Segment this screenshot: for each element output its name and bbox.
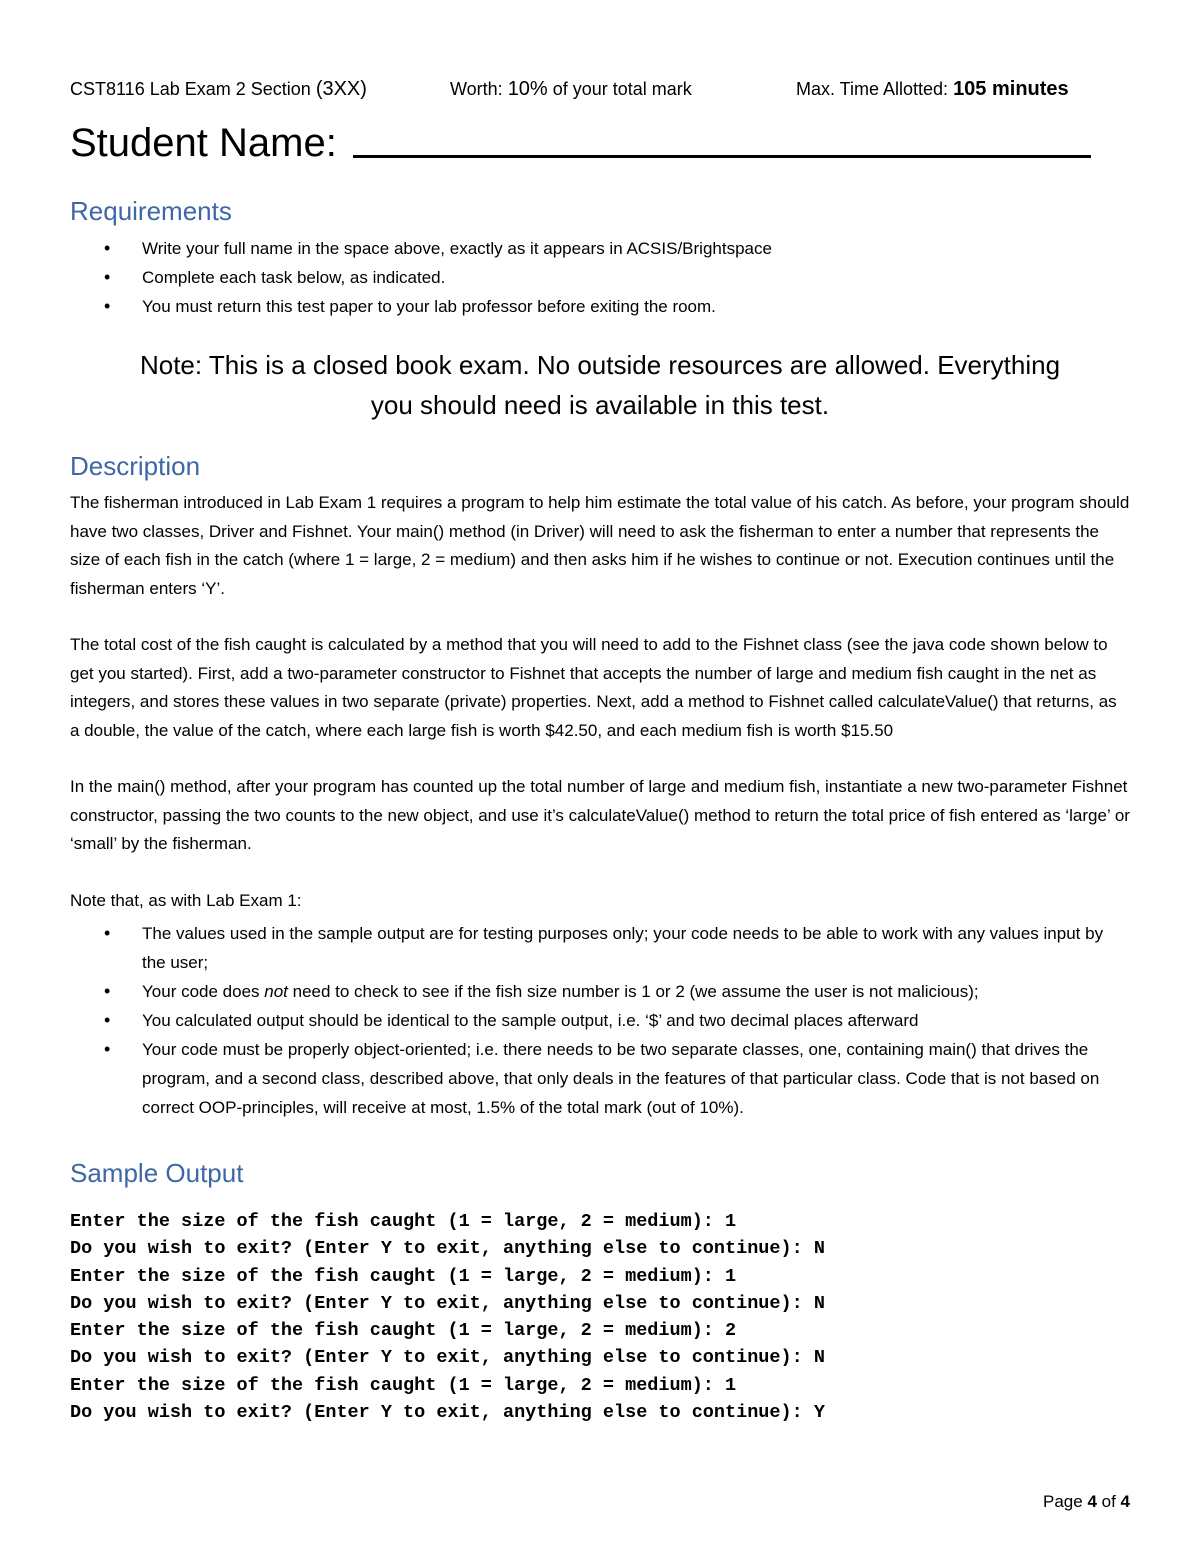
console-line: Do you wish to exit? (Enter Y to exit, anything else to continue): N — [70, 1347, 825, 1369]
console-line: Enter the size of the fish caught (1 = large, 2 = medium): 2 — [70, 1320, 737, 1342]
description-paragraph: The fisherman introduced in Lab Exam 1 requires a program to help him estimate the total value of his catch. As before, your program should have two classes, Driver and Fishnet. Your main() method (in Driver) will need to ask the fisherman to enter a number that represents the size of each fish in the catch (where 1 = large, 2 = medium) and then asks him if he wishes to continue or not. Execution continues until the fisherman enters ‘Y’. — [70, 493, 1130, 598]
console-line: Enter the size of the fish caught (1 = large, 2 = medium): 1 — [70, 1265, 737, 1287]
course-section — [70, 78, 367, 101]
list-item: • You calculated output should be identical to the sample output, i.e. ‘$’ and two decimal places afterward — [70, 1006, 1130, 1035]
list-item: • Complete each task below, as indicated. — [70, 263, 1130, 292]
list-item: • Write your full name in the space above, exactly as it appears in ACSIS/Brightspace — [70, 234, 1130, 263]
note-text: need to check to see if the fish size number is 1 or 2 (we assume the user is not malicious); — [287, 982, 979, 1001]
student-name-blank[interactable] — [353, 155, 1091, 158]
requirements-heading: Requirements — [70, 196, 232, 226]
description-paragraph: In the main() method, after your program has counted up the total number of large and medium fish, instantiate a new two-parameter Fishnet constructor, passing the two counts to the new object, and use it’s calculateValue() method to return the total price of fish entered as ‘large’ or ‘small’ by the fisherman. — [70, 777, 1130, 853]
note-text: Your code does — [142, 982, 265, 1001]
page-current: 4 — [1087, 1492, 1097, 1511]
page-label: Page — [1043, 1492, 1088, 1511]
list-item: • The values used in the sample output are for testing purposes only; your code needs to be able to work with any values input by the user; — [70, 919, 1130, 977]
sample-output-heading: Sample Output — [70, 1158, 244, 1188]
worth-suffix: of your total mark — [547, 79, 692, 99]
time-value: 105 minutes — [953, 78, 1069, 100]
console-line: Do you wish to exit? (Enter Y to exit, anything else to continue): N — [70, 1292, 825, 1314]
list-item: • Your code must be properly object-oriented; i.e. there needs to be two separate classes, one, containing main() that drives the program, and a second class, described above, that only deals in the features of that particular class. Code that is not based on correct OOP-principles, will receive at most, 1.5% of the total mark (out of 10%). — [70, 1035, 1130, 1122]
worth-value: 10% — [507, 78, 548, 100]
exam-header — [70, 74, 1130, 108]
console-line: Enter the size of the fish caught (1 = large, 2 = medium): 1 — [70, 1211, 737, 1232]
student-name-row — [70, 116, 1130, 166]
exam-page — [70, 74, 1130, 1426]
closed-note-line: Note: This is a closed book exam. No outside resources are allowed. Everything — [139, 350, 1061, 380]
requirements-list — [70, 234, 1130, 321]
time-info — [796, 78, 1069, 101]
closed-book-note — [70, 345, 1130, 425]
page-of: of — [1096, 1492, 1121, 1511]
closed-note-line: you should need is available in this test. — [370, 390, 830, 420]
console-line: Enter the size of the fish caught (1 = large, 2 = medium): 1 — [70, 1374, 737, 1396]
description-heading: Description — [70, 451, 201, 481]
page-number — [1043, 1492, 1130, 1512]
list-item — [70, 977, 1130, 1006]
student-name-label: Student Name: — [70, 121, 337, 165]
page-total: 4 — [1120, 1492, 1130, 1511]
console-line: Do you wish to exit? (Enter Y to exit, anything else to continue): Y — [70, 1402, 825, 1424]
notes-list — [70, 919, 1130, 1122]
time-label: Max. Time Allotted: — [796, 79, 954, 99]
section-code: (3XX) — [315, 78, 367, 100]
course-code: CST8116 Lab Exam 2 Section — [70, 79, 316, 99]
note-emphasis: not — [264, 982, 288, 1001]
list-item: • You must return this test paper to your lab professor before exiting the room. — [70, 292, 1130, 321]
console-line: Do you wish to exit? (Enter Y to exit, anything else to continue): N — [70, 1238, 825, 1260]
note-intro: Note that, as with Lab Exam 1: — [70, 890, 302, 910]
sample-output-block — [70, 1208, 1130, 1426]
worth-label: Worth: — [450, 79, 508, 99]
worth-info — [450, 78, 692, 101]
description-paragraph: The total cost of the fish caught is calculated by a method that you will need to add to the Fishnet class (see the java code shown below to get you started). First, add a two-parameter constructor to Fishnet that accepts the number of large and medium fish caught in the net as integers, and stores these values in two separate (private) properties. Next, add a method to Fishnet called calculateValue() that returns, as a double, the value of the catch, where each large fish is worth $42.50, and each medium fish is worth $15.50 — [70, 635, 1117, 740]
